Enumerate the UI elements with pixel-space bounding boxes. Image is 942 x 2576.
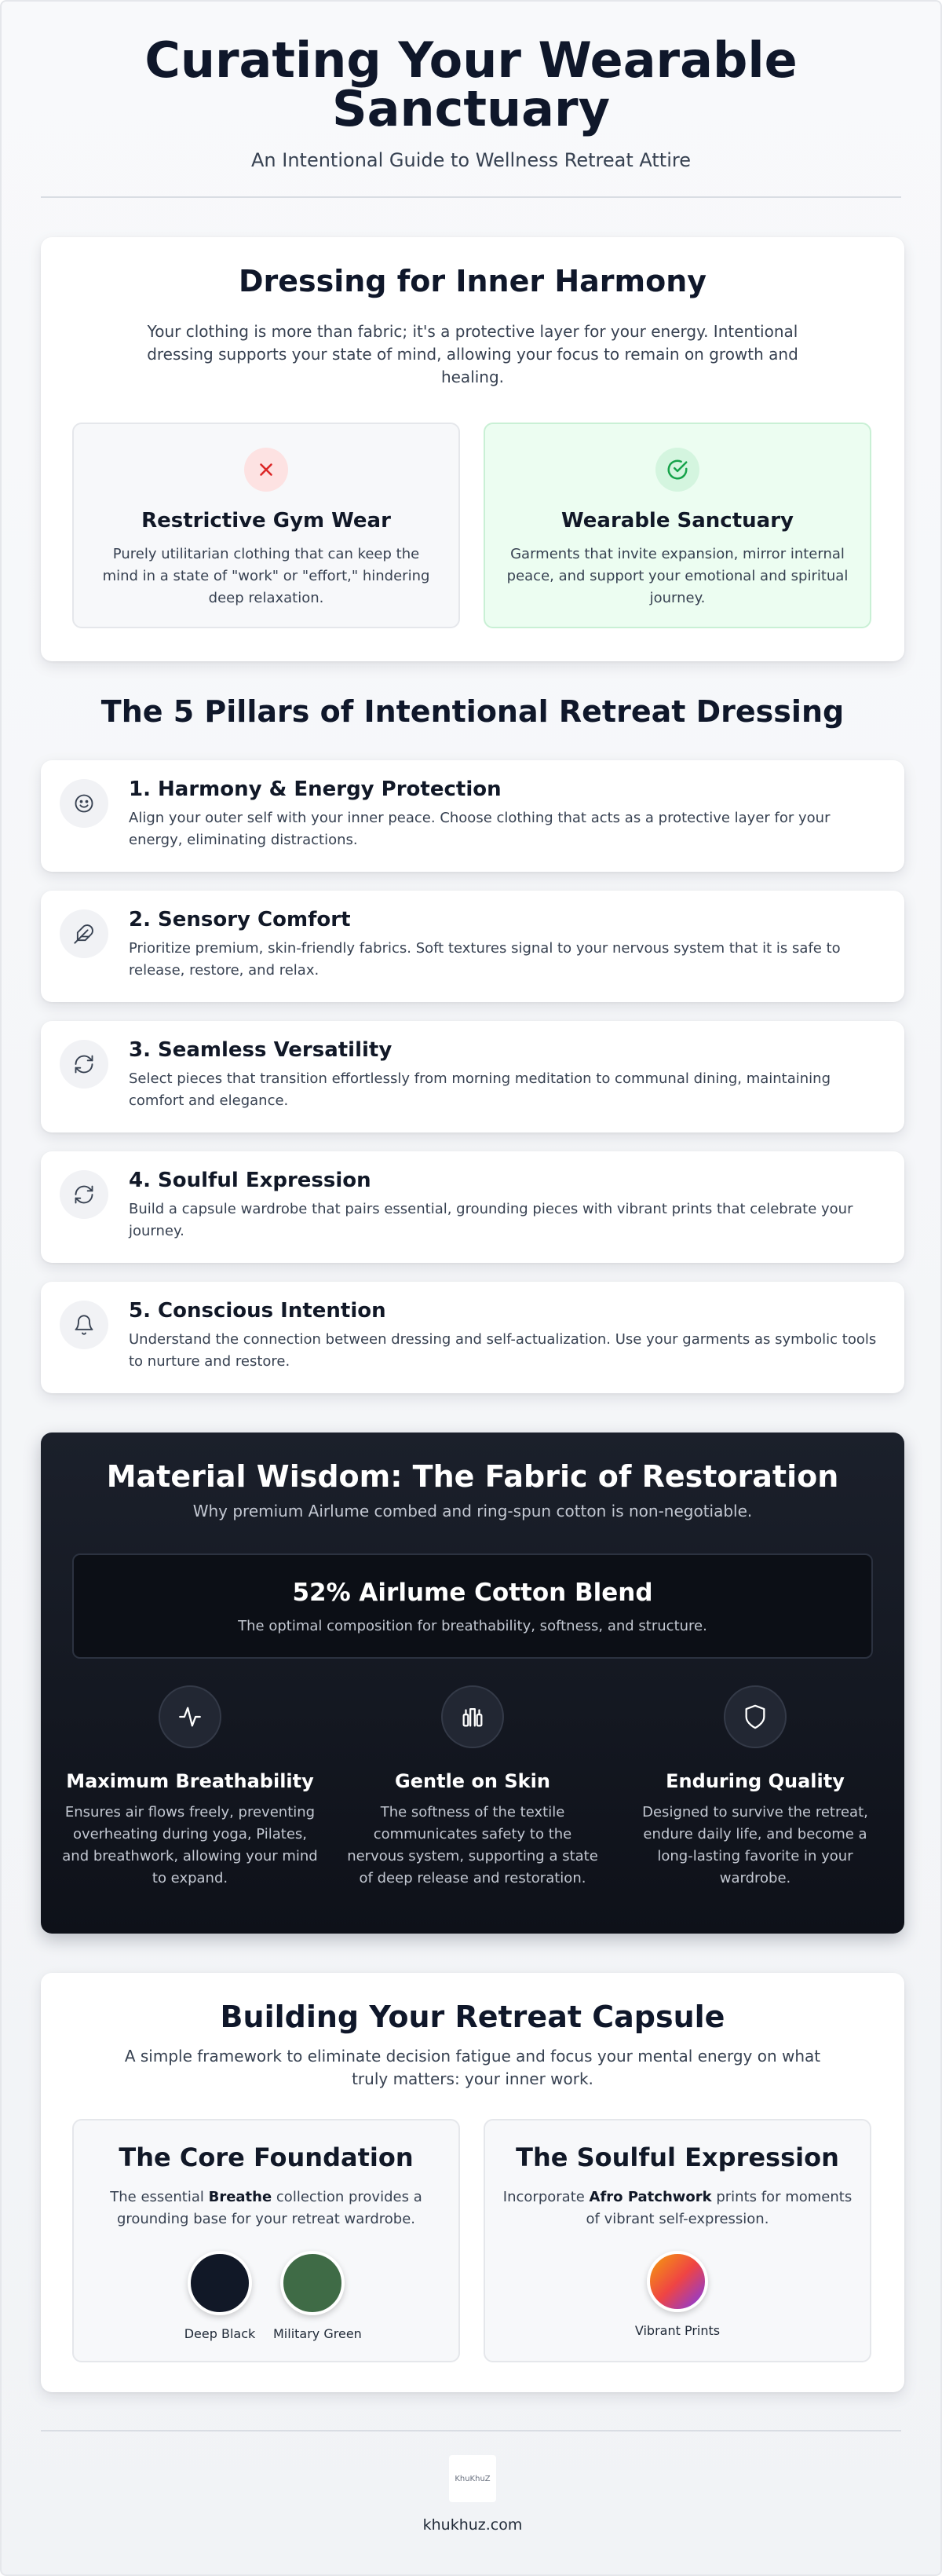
pillar-card	[41, 760, 904, 872]
core-desc-bold: Breathe	[208, 2189, 272, 2205]
core-desc-suffix: collection provides a grounding base for your retreat wardrobe.	[116, 2189, 422, 2227]
swatch-label: Vibrant Prints	[634, 2323, 721, 2338]
feature-title: Gentle on Skin	[395, 1770, 550, 1792]
feature-description: Designed to survive the retreat, endure daily life, and become a long-lasting favorite in your wardrobe.	[642, 1804, 868, 1886]
feature-enduring-quality	[622, 1685, 889, 1890]
pillar-card	[41, 1151, 904, 1263]
soulful-title: The Soulful Expression	[516, 2142, 839, 2172]
hands-icon	[441, 1685, 504, 1748]
core-foundation-panel	[72, 2119, 460, 2362]
wearable-sanctuary-card	[484, 423, 871, 628]
harmony-title: Dressing for Inner Harmony	[238, 264, 707, 298]
soulful-desc-bold: Afro Patchwork	[589, 2189, 712, 2205]
pillar-description: Prioritize premium, skin-friendly fabrics. Soft textures signal to your nervous system that it is safe to release, restore, and relax.	[129, 940, 841, 979]
pillars-heading: The 5 Pillars of Intentional Retreat Dressing	[100, 694, 845, 729]
pulse-icon	[159, 1685, 221, 1748]
pillar-title: 5. Conscious Intention	[129, 1299, 386, 1323]
feature-description: The softness of the textile communicates safety to the nervous system, supporting a state of deep release and restoration.	[347, 1804, 598, 1886]
feature-description: Ensures air flows freely, preventing overheating during yoga, Pilates, and breathwork, allowing your mind to expand.	[62, 1804, 318, 1886]
shield-icon	[724, 1685, 787, 1748]
harmony-card	[41, 237, 904, 661]
refresh-icon	[60, 1170, 108, 1219]
restrictive-title: Restrictive Gym Wear	[141, 509, 391, 532]
pillar-card	[41, 1021, 904, 1132]
swatch-label: Deep Black	[184, 2326, 256, 2341]
sanctuary-description: Garments that invite expansion, mirror internal peace, and support your emotional and spiritual journey.	[506, 546, 849, 606]
core-title: The Core Foundation	[119, 2142, 414, 2172]
blend-title: 52% Airlume Cotton Blend	[292, 1579, 653, 1607]
brand-logo: KhuKhuZ	[449, 2455, 496, 2502]
core-swatches	[74, 2251, 458, 2341]
color-swatch	[280, 2251, 345, 2315]
swatch-vibrant-prints	[623, 2251, 732, 2338]
feature-breathability	[57, 1685, 323, 1890]
capsule-subtitle: A simple framework to eliminate decision fatigue and focus your mental energy on what truly matters: your inner work.	[124, 2047, 821, 2088]
header-divider	[41, 196, 901, 198]
soulful-swatches	[485, 2251, 870, 2338]
smile-icon	[60, 779, 108, 828]
material-title: Material Wisdom: The Fabric of Restoration	[106, 1459, 839, 1494]
capsule-title: Building Your Retreat Capsule	[220, 2000, 725, 2034]
pillar-title: 3. Seamless Versatility	[129, 1038, 392, 1062]
x-icon	[244, 448, 288, 492]
pillar-description: Select pieces that transition effortlessly from morning meditation to communal dining, maintaining comfort and elegance.	[129, 1070, 831, 1109]
color-swatch	[188, 2251, 252, 2315]
core-description	[89, 2186, 443, 2230]
pillar-card	[41, 1282, 904, 1393]
restrictive-description: Purely utilitarian clothing that can keep the mind in a state of "work" or "effort," hindering deep relaxation.	[102, 546, 430, 606]
feature-title: Enduring Quality	[666, 1770, 845, 1792]
capsule-card	[41, 1973, 904, 2392]
feature-title: Maximum Breathability	[66, 1770, 314, 1792]
pillar-title: 4. Soulful Expression	[129, 1169, 371, 1192]
restrictive-gym-wear-card	[72, 423, 460, 628]
page-title: Curating Your Wearable Sanctuary	[144, 31, 798, 137]
material-subtitle: Why premium Airlume combed and ring-spun cotton is non-negotiable.	[192, 1502, 753, 1520]
refresh-icon	[60, 1040, 108, 1089]
pillar-description: Understand the connection between dressing and self-actualization. Use your garments as symbolic tools to nurture and restore.	[129, 1331, 877, 1370]
color-swatch	[647, 2251, 708, 2312]
blend-subtitle: The optimal composition for breathability, softness, and structure.	[238, 1618, 707, 1634]
core-desc-prefix: The essential	[110, 2189, 209, 2205]
feature-gentle-on-skin	[339, 1685, 606, 1890]
soulful-description	[501, 2186, 854, 2230]
soulful-expression-panel	[484, 2119, 871, 2362]
footer-divider	[41, 2430, 901, 2431]
sanctuary-title: Wearable Sanctuary	[561, 509, 794, 532]
header	[2, 2, 940, 171]
harmony-description: Your clothing is more than fabric; it's a protective layer for your energy. Intentional dressing supports your state of mind, allowing your focus to remain on growth and healing.	[147, 322, 798, 386]
pillar-title: 1. Harmony & Energy Protection	[129, 778, 502, 801]
pillar-description: Build a capsule wardrobe that pairs essential, grounding pieces with vibrant prints that celebrate your journey.	[129, 1201, 853, 1239]
feather-icon	[60, 909, 108, 958]
footer-url[interactable]: khukhuz.com	[422, 2516, 523, 2534]
swatch-label: Military Green	[273, 2326, 362, 2341]
pillar-card	[41, 891, 904, 1002]
check-circle-icon	[655, 448, 699, 492]
blend-panel	[72, 1553, 873, 1659]
pillar-description: Align your outer self with your inner peace. Choose clothing that acts as a protective layer for your energy, eliminating distractions.	[129, 810, 831, 848]
soulful-desc-suffix: prints for moments of vibrant self-expression.	[586, 2189, 853, 2227]
swatch-military-green	[273, 2251, 362, 2341]
bell-icon	[60, 1301, 108, 1349]
soulful-desc-prefix: Incorporate	[502, 2189, 590, 2205]
page-subtitle: An Intentional Guide to Wellness Retreat Attire	[251, 149, 691, 171]
pillar-title: 2. Sensory Comfort	[129, 908, 351, 931]
swatch-deep-black	[181, 2251, 259, 2341]
material-section	[41, 1433, 904, 1934]
